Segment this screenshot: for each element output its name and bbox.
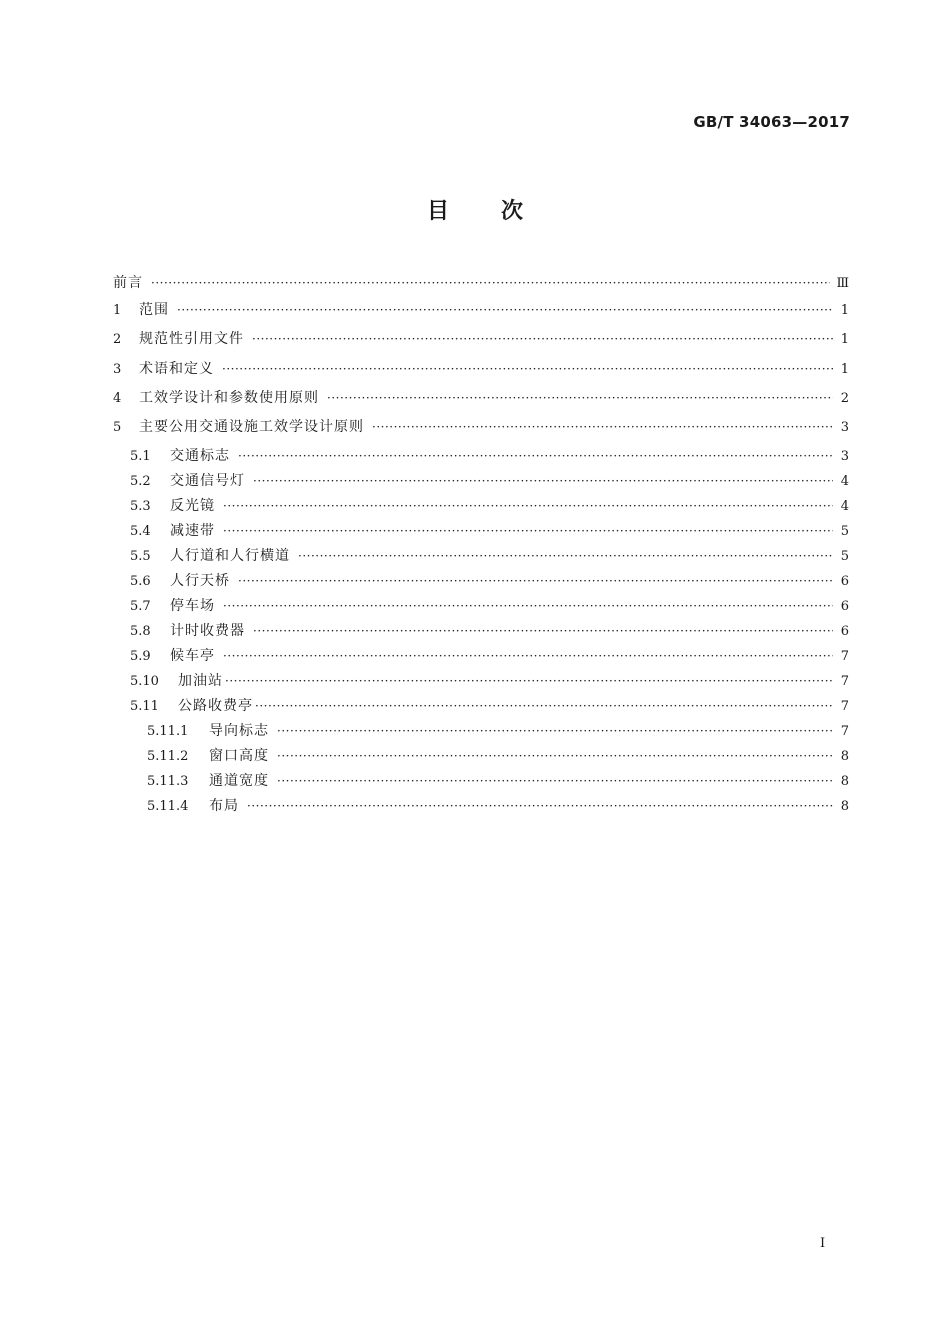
toc-entry-label: 术语和定义 bbox=[139, 360, 214, 377]
toc-leader bbox=[277, 771, 833, 791]
toc-leader bbox=[238, 571, 833, 591]
toc-entry-number: 5.7 bbox=[130, 599, 151, 615]
toc-leader bbox=[253, 471, 833, 491]
toc-entry-label: 规范性引用文件 bbox=[139, 331, 244, 348]
toc-entry-page: Ⅲ bbox=[836, 276, 849, 291]
standard-code: GB/T 34063—2017 bbox=[693, 113, 850, 131]
toc-entry-5[interactable] bbox=[113, 417, 849, 446]
toc-entry-page: 3 bbox=[840, 420, 849, 436]
toc-entry-page: 6 bbox=[840, 599, 849, 615]
toc-entry-number: 5.11.3 bbox=[147, 774, 189, 790]
toc-entry-5-3[interactable] bbox=[113, 496, 849, 521]
toc-entry-number: 5.11.4 bbox=[147, 799, 189, 815]
toc-entry-number: 5.5 bbox=[130, 549, 151, 565]
toc-entry-3[interactable] bbox=[113, 359, 849, 388]
toc-title bbox=[0, 194, 950, 225]
toc-entry-number: 5.11 bbox=[130, 699, 159, 715]
toc-entry-page: 6 bbox=[840, 574, 849, 590]
toc-entry-label: 窗口高度 bbox=[209, 748, 269, 765]
toc-entry-5-11-1[interactable] bbox=[113, 721, 849, 746]
toc-leader bbox=[222, 359, 833, 379]
toc-leader bbox=[252, 329, 833, 349]
toc-entry-number: 5 bbox=[113, 420, 122, 436]
toc-leader bbox=[253, 621, 833, 641]
toc-entry-5-5[interactable] bbox=[113, 546, 849, 571]
toc-leader bbox=[327, 388, 833, 408]
toc-entry-label: 通道宽度 bbox=[209, 773, 269, 790]
toc-leader bbox=[238, 446, 833, 466]
toc-entry-number: 5.6 bbox=[130, 574, 151, 590]
toc-entry-page: 8 bbox=[840, 774, 849, 790]
toc-entry-label: 范围 bbox=[139, 302, 169, 318]
page-number: I bbox=[820, 1236, 826, 1251]
toc-title-char-2: 次 bbox=[501, 199, 524, 224]
toc-entry-label: 人行道和人行横道 bbox=[170, 548, 290, 565]
toc-entry-5-8[interactable] bbox=[113, 621, 849, 646]
toc-entry-page: 7 bbox=[840, 674, 849, 690]
toc-entry-page: 4 bbox=[840, 499, 849, 515]
toc-entry-label: 交通标志 bbox=[170, 448, 230, 465]
toc-entry-label: 布局 bbox=[209, 798, 239, 815]
toc-entry-page: 6 bbox=[840, 624, 849, 640]
toc-entry-5-2[interactable] bbox=[113, 471, 849, 496]
toc-entry-foreword[interactable] bbox=[113, 273, 849, 300]
toc-entry-5-4[interactable] bbox=[113, 521, 849, 546]
toc-entry-page: 8 bbox=[840, 799, 849, 815]
toc-entry-5-7[interactable] bbox=[113, 596, 849, 621]
toc-entry-label: 公路收费亭 bbox=[178, 698, 253, 715]
toc-entry-label: 主要公用交通设施工效学设计原则 bbox=[139, 419, 364, 436]
toc-entry-page: 5 bbox=[840, 524, 849, 540]
toc-entry-page: 8 bbox=[840, 749, 849, 765]
toc-entry-number: 5.11.2 bbox=[147, 749, 189, 765]
toc-entry-number: 1 bbox=[113, 303, 122, 318]
toc-entry-number: 5.8 bbox=[130, 624, 151, 640]
toc-leader bbox=[225, 671, 833, 691]
toc-entry-page: 7 bbox=[840, 699, 849, 715]
toc-entry-page: 7 bbox=[840, 649, 849, 665]
toc-entry-page: 3 bbox=[840, 449, 849, 465]
toc-entry-1[interactable] bbox=[113, 300, 849, 329]
toc-entry-number: 5.11.1 bbox=[147, 724, 189, 740]
toc-entry-number: 5.1 bbox=[130, 449, 151, 465]
toc-entry-number: 5.4 bbox=[130, 524, 151, 540]
toc-title-char-1: 目 bbox=[426, 199, 449, 224]
toc-entry-label: 反光镜 bbox=[170, 498, 215, 515]
toc-entry-label: 候车亭 bbox=[170, 648, 215, 665]
toc-entry-number: 2 bbox=[113, 332, 122, 348]
toc-entry-page: 7 bbox=[840, 724, 849, 740]
toc-entry-5-11-4[interactable] bbox=[113, 796, 849, 821]
toc-entry-label: 计时收费器 bbox=[170, 623, 245, 640]
toc-entry-label: 减速带 bbox=[170, 523, 215, 540]
toc-entry-number: 5.3 bbox=[130, 499, 151, 515]
toc-entry-number: 4 bbox=[113, 390, 122, 406]
toc-entry-label: 工效学设计和参数使用原则 bbox=[139, 389, 319, 406]
toc-entry-page: 1 bbox=[840, 303, 849, 318]
toc-entry-5-11-3[interactable] bbox=[113, 771, 849, 796]
toc-entry-number: 5.10 bbox=[130, 674, 159, 690]
toc-leader bbox=[177, 300, 833, 320]
toc-entry-5-11-2[interactable] bbox=[113, 746, 849, 771]
toc-entry-number: 5.2 bbox=[130, 474, 151, 490]
toc-entry-label: 停车场 bbox=[170, 598, 215, 615]
toc-leader bbox=[372, 417, 833, 437]
toc-entry-page: 1 bbox=[840, 361, 849, 377]
toc-leader bbox=[223, 521, 833, 541]
toc-leader bbox=[255, 696, 833, 716]
toc-entry-2[interactable] bbox=[113, 329, 849, 358]
toc-entry-page: 5 bbox=[840, 549, 849, 565]
toc-entry-label: 前言 bbox=[113, 275, 143, 291]
toc-entry-page: 2 bbox=[840, 390, 849, 406]
toc-entry-number: 5.9 bbox=[130, 649, 151, 665]
toc-entry-page: 1 bbox=[840, 332, 849, 348]
toc-entry-number: 3 bbox=[113, 361, 122, 377]
toc-entry-label: 人行天桥 bbox=[170, 573, 230, 590]
toc-leader bbox=[223, 496, 833, 516]
toc-entry-label: 加油站 bbox=[178, 673, 223, 690]
toc-entry-5-6[interactable] bbox=[113, 571, 849, 596]
toc-leader bbox=[277, 746, 833, 766]
toc-leader bbox=[298, 546, 833, 566]
toc-leader bbox=[247, 796, 833, 816]
toc-entry-label: 交通信号灯 bbox=[170, 473, 245, 490]
toc-entry-5-9[interactable] bbox=[113, 646, 849, 671]
toc-leader bbox=[151, 273, 830, 293]
toc-entry-4[interactable] bbox=[113, 388, 849, 417]
toc-entry-5-1[interactable] bbox=[113, 446, 849, 471]
toc-entry-5-11[interactable] bbox=[113, 696, 849, 721]
toc-leader bbox=[223, 646, 833, 666]
toc-leader bbox=[223, 596, 833, 616]
toc-entry-5-10[interactable] bbox=[113, 671, 849, 696]
toc-entry-label: 导向标志 bbox=[209, 723, 269, 740]
toc-entry-page: 4 bbox=[840, 474, 849, 490]
toc-leader bbox=[277, 721, 833, 741]
table-of-contents bbox=[113, 273, 849, 821]
